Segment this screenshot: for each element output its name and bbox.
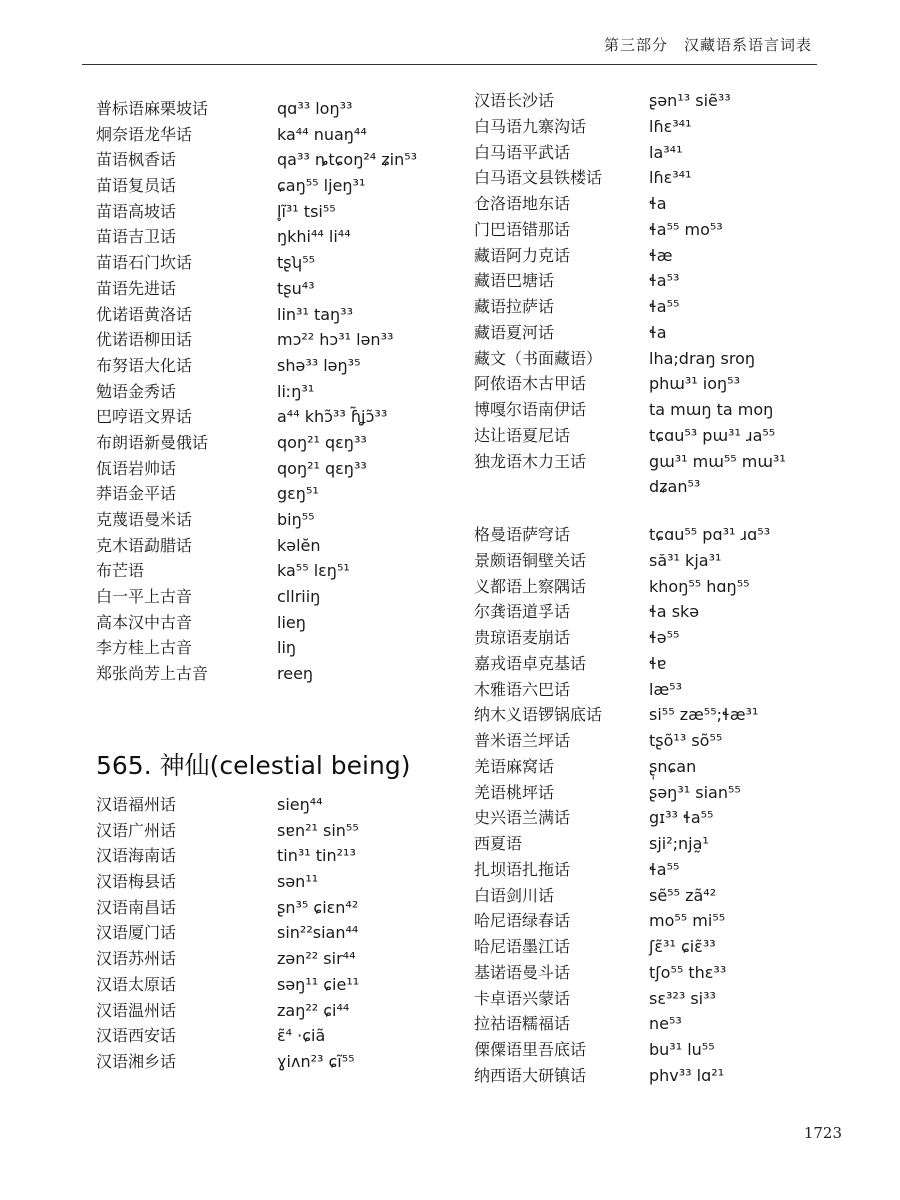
language-name: 纳西语大研镇话 — [474, 1065, 587, 1085]
language-name: 藏语巴塘话 — [474, 271, 555, 291]
word-form: sən¹¹ — [277, 872, 319, 892]
word-form: mo⁵⁵ mi⁵⁵ — [649, 911, 726, 931]
language-name: 独龙语木力王话 — [474, 451, 587, 471]
word-entry — [474, 191, 854, 217]
word-entry — [474, 320, 854, 346]
word-entry — [474, 960, 854, 986]
word-form: si⁵⁵ zæ⁵⁵;ɬæ³¹ — [649, 705, 759, 725]
language-name: 李方桂上古音 — [96, 638, 193, 658]
word-form: lieŋ — [277, 612, 306, 632]
word-form: sɐn²¹ sin⁵⁵ — [277, 820, 359, 840]
language-name: 贵琼语麦崩话 — [474, 628, 571, 647]
language-name: 博嘎尔语南伊话 — [474, 400, 587, 419]
language-name: 汉语太原话 — [96, 974, 177, 994]
language-name: 汉语海南话 — [96, 846, 177, 866]
word-entry — [474, 908, 854, 934]
word-entry — [96, 920, 436, 946]
word-form: ɬa skə — [649, 602, 700, 622]
word-form: să³¹ kja³¹ — [649, 550, 722, 570]
word-form: ɬa⁵³ — [649, 271, 680, 291]
language-name: 勉语金秀话 — [96, 381, 177, 401]
language-name: 白马语平武话 — [474, 142, 571, 162]
word-entry — [474, 934, 854, 960]
language-name: 巴哼语文界话 — [96, 407, 193, 427]
word-entry — [474, 986, 854, 1012]
right-column — [474, 88, 854, 1089]
word-form: kəlĕn — [277, 535, 321, 555]
word-entry — [96, 946, 436, 972]
word-form: sji²;nja̰¹ — [649, 834, 709, 853]
word-entry — [474, 114, 854, 140]
word-form: ɬa — [649, 194, 667, 213]
word-entry — [474, 754, 854, 780]
word-form: ɣiʌn²³ ɕĩ⁵⁵ — [277, 1051, 355, 1071]
language-name: 藏语阿力克话 — [474, 245, 571, 265]
word-form: ŋkhi⁴⁴ li⁴⁴ — [277, 227, 351, 247]
word-entry — [96, 250, 436, 276]
word-entry — [96, 792, 436, 818]
word-form: ʂn³⁵ ɕiɛn⁴² — [277, 897, 359, 917]
language-name: 汉语南昌话 — [96, 897, 177, 917]
word-entry — [96, 1023, 436, 1049]
header-rule — [82, 64, 817, 65]
word-entry — [474, 677, 854, 703]
group-spacer — [474, 500, 854, 522]
word-entry — [474, 574, 854, 600]
word-entry — [474, 243, 854, 269]
word-entry — [474, 728, 854, 754]
word-entry — [474, 625, 854, 651]
word-entry — [96, 533, 436, 559]
word-form: tʂu⁴³ — [277, 278, 315, 298]
language-name: 门巴语错那话 — [474, 219, 571, 239]
word-form: tʂõ¹³ sõ⁵⁵ — [649, 731, 723, 750]
word-form: reeŋ — [277, 664, 314, 684]
word-form: shə³³ ləŋ³⁵ — [277, 355, 361, 375]
word-form: gɛŋ⁵¹ — [277, 484, 319, 504]
word-form: ɬɐ — [649, 653, 667, 673]
word-form: bu³¹ lu⁵⁵ — [649, 1040, 715, 1059]
language-name: 羌语麻窝话 — [474, 756, 555, 776]
word-form: a⁴⁴ khɔ̃³³ ɦ̃ʝɔ̃³³ — [277, 407, 388, 427]
word-entry — [96, 661, 436, 687]
language-name: 羌语桃坪话 — [474, 782, 555, 802]
word-entry — [474, 140, 854, 166]
language-name: 普米语兰坪话 — [474, 731, 571, 750]
word-form: sin²²sian⁴⁴ — [277, 923, 359, 943]
language-name: 基诺语曼斗话 — [474, 962, 571, 982]
word-entry — [96, 353, 436, 379]
language-name: 纳木义语锣锅底话 — [474, 705, 603, 725]
left-column-top — [96, 96, 436, 687]
language-name: 苗语高坡话 — [96, 201, 177, 221]
word-form: ɬa — [649, 322, 667, 342]
language-name: 苗语复员话 — [96, 176, 177, 196]
language-name: 炯奈语龙华话 — [96, 124, 193, 144]
word-form: ka⁵⁵ lɛŋ⁵¹ — [277, 561, 350, 581]
word-form: ka⁴⁴ nuaŋ⁴⁴ — [277, 124, 367, 144]
language-name: 义都语上察隅话 — [474, 576, 587, 596]
language-name: 布芒语 — [96, 561, 145, 581]
word-entry — [96, 96, 436, 122]
language-name: 景颇语铜壁关话 — [474, 550, 587, 570]
word-form: phɯ³¹ ioŋ⁵³ — [649, 374, 740, 394]
word-form: ɬə⁵⁵ — [649, 628, 680, 647]
language-name: 哈尼语墨江话 — [474, 937, 571, 956]
word-entry — [474, 780, 854, 806]
language-name: 卡卓语兴蒙话 — [474, 988, 571, 1008]
word-form: qoŋ²¹ qɛŋ³³ — [277, 458, 367, 478]
running-header: 第三部分 汉藏语系语言词表 — [603, 36, 812, 54]
word-entry — [474, 857, 854, 883]
word-entry — [96, 199, 436, 225]
word-entry — [474, 548, 854, 574]
word-form: ta mɯŋ ta moŋ — [649, 400, 774, 419]
word-entry — [474, 522, 854, 548]
word-form: ɬa⁵⁵ mo⁵³ — [649, 219, 723, 239]
word-form: sɛ³²³ si³³ — [649, 988, 716, 1008]
language-name: 藏语夏河话 — [474, 322, 555, 342]
word-entry — [96, 895, 436, 921]
language-name: 尔龚语道孚话 — [474, 602, 571, 622]
language-name: 苗语石门坎话 — [96, 253, 193, 273]
left-column-bottom — [96, 792, 436, 1075]
word-entry — [474, 805, 854, 831]
word-entry — [96, 327, 436, 353]
word-form: səŋ¹¹ ɕie¹¹ — [277, 974, 360, 994]
word-form: ɕaŋ⁵⁵ ljeŋ³¹ — [277, 176, 366, 196]
word-entry — [96, 481, 436, 507]
word-form: sẽ⁵⁵ zã⁴² — [649, 885, 717, 905]
word-entry — [96, 379, 436, 405]
language-name: 白一平上古音 — [96, 587, 193, 607]
word-form: khoŋ⁵⁵ hɑŋ⁵⁵ — [649, 576, 750, 596]
language-name: 汉语苏州话 — [96, 949, 177, 969]
word-form: ɛ̃⁴ ·ɕiã — [277, 1026, 326, 1046]
word-form: ɬa⁵⁵ — [649, 297, 680, 316]
word-form: lɦɛ³⁴¹ — [649, 168, 692, 188]
language-name: 哈尼语绿春话 — [474, 911, 571, 931]
language-name: 苗语吉卫话 — [96, 227, 177, 247]
word-entry — [474, 1063, 854, 1089]
language-name: 优诺语柳田话 — [96, 330, 193, 350]
language-name: 白马语九寨沟话 — [474, 116, 587, 136]
word-form: cllriiŋ — [277, 587, 321, 607]
language-name: 嘉戎语卓克基话 — [474, 653, 587, 673]
word-entry — [96, 558, 436, 584]
language-name: 克木语勐腊话 — [96, 535, 193, 555]
word-form: lɦɛ³⁴¹ — [649, 116, 692, 136]
word-form: tɕɑu⁵³ pɯ³¹ ɹa⁵⁵ — [649, 425, 776, 445]
word-entry — [474, 165, 854, 191]
language-name: 仓洛语地东话 — [474, 194, 571, 213]
language-name: 拉祜语糯福话 — [474, 1014, 571, 1034]
word-entry — [96, 610, 436, 636]
language-name: 汉语广州话 — [96, 820, 177, 840]
word-form: lin³¹ taŋ³³ — [277, 304, 353, 324]
language-name: 格曼语萨穹话 — [474, 525, 571, 544]
language-name: 苗语先进话 — [96, 278, 177, 298]
page-number: 1723 — [803, 1124, 842, 1142]
word-entry — [96, 456, 436, 482]
word-entry — [96, 972, 436, 998]
word-form: l̥ĩ³¹ tsi⁵⁵ — [277, 201, 336, 221]
word-entry — [474, 702, 854, 728]
language-name: 布努语大化话 — [96, 355, 193, 375]
word-entry — [96, 147, 436, 173]
word-form: ne⁵³ — [649, 1014, 682, 1034]
word-entry — [96, 173, 436, 199]
word-form: zən²² sir⁴⁴ — [277, 949, 356, 969]
word-form: ʃɛ̃³¹ ɕiɛ̃³³ — [649, 937, 716, 956]
language-name: 扎坝语扎拖话 — [474, 859, 571, 879]
language-name: 布朗语新曼俄话 — [96, 432, 209, 452]
word-form: ʂən¹³ siẽ³³ — [649, 91, 731, 110]
word-entry — [474, 88, 854, 114]
word-entry — [96, 869, 436, 895]
word-entry — [474, 346, 854, 372]
language-name: 郑张尚芳上古音 — [96, 664, 209, 684]
language-name: 傈僳语里吾底话 — [474, 1040, 587, 1059]
word-form: ʂ̩nɕan — [649, 756, 697, 776]
entry-continuation — [474, 474, 854, 500]
word-entry — [474, 423, 854, 449]
word-form: qɑ³³ loŋ³³ — [277, 99, 353, 118]
word-entry — [474, 1011, 854, 1037]
language-name: 普标语麻栗坡话 — [96, 99, 209, 118]
word-entry — [96, 635, 436, 661]
language-name: 西夏语 — [474, 834, 523, 853]
word-form: la³⁴¹ — [649, 142, 683, 162]
word-form: liŋ — [277, 638, 297, 658]
word-entry — [96, 843, 436, 869]
language-name: 汉语西安话 — [96, 1026, 177, 1046]
word-form: ɬa⁵⁵ — [649, 859, 680, 879]
word-form: ɬæ — [649, 245, 673, 265]
word-entry — [474, 651, 854, 677]
language-name: 藏语拉萨话 — [474, 297, 555, 316]
word-form: biŋ⁵⁵ — [277, 510, 315, 529]
word-form: lha;draŋ sroŋ — [649, 348, 756, 368]
language-name: 克蔑语曼米话 — [96, 510, 193, 529]
word-form: gɯ³¹ mɯ⁵⁵ mɯ³¹ — [649, 451, 786, 471]
language-name: 汉语湘乡话 — [96, 1051, 177, 1071]
word-form: phv³³ lɑ²¹ — [649, 1065, 725, 1085]
language-name: 佤语岩帅话 — [96, 458, 177, 478]
word-form: liːŋ³¹ — [277, 381, 315, 401]
word-entry — [474, 217, 854, 243]
language-name: 莽语金平话 — [96, 484, 177, 504]
word-entry — [474, 1037, 854, 1063]
word-form: gɪ³³ ɬa⁵⁵ — [649, 808, 714, 828]
word-entry — [96, 276, 436, 302]
word-form-continuation: dʑan⁵³ — [649, 477, 701, 497]
language-name: 藏文（书面藏语） — [474, 348, 603, 368]
word-entry — [96, 122, 436, 148]
word-entry — [474, 449, 854, 475]
word-entry — [96, 818, 436, 844]
language-name: 高本汉中古音 — [96, 612, 193, 632]
word-form: tʂʮ⁵⁵ — [277, 253, 316, 273]
word-form: tʃo⁵⁵ thɛ³³ — [649, 962, 727, 982]
language-name: 汉语福州话 — [96, 795, 177, 814]
language-name: 汉语长沙话 — [474, 91, 555, 110]
word-entry — [96, 224, 436, 250]
word-entry — [96, 998, 436, 1024]
word-form: tɕɑu⁵⁵ pɑ³¹ ɹɑ⁵³ — [649, 525, 771, 544]
word-entry — [474, 883, 854, 909]
language-name: 汉语温州话 — [96, 1000, 177, 1020]
word-entry — [96, 584, 436, 610]
word-entry — [96, 302, 436, 328]
word-form: tin³¹ tin²¹³ — [277, 846, 356, 866]
word-entry — [474, 294, 854, 320]
word-form: ʂəŋ³¹ sian⁵⁵ — [649, 782, 741, 802]
language-name: 白语剑川话 — [474, 885, 555, 905]
word-form: qa³³ ȵtɕoŋ²⁴ ʑin⁵³ — [277, 150, 418, 170]
language-name: 达让语夏尼话 — [474, 425, 571, 445]
language-name: 汉语梅县话 — [96, 872, 177, 892]
language-name: 木雅语六巴话 — [474, 679, 571, 699]
word-entry — [96, 507, 436, 533]
language-name: 史兴语兰满话 — [474, 808, 571, 828]
word-entry — [474, 599, 854, 625]
word-form: zaŋ²² ɕi⁴⁴ — [277, 1000, 350, 1020]
language-name: 阿侬语木古甲话 — [474, 374, 587, 394]
word-entry — [96, 404, 436, 430]
word-form: mɔ²² hɔ³¹ lən³³ — [277, 330, 394, 350]
word-entry — [96, 430, 436, 456]
language-name: 白马语文县铁楼话 — [474, 168, 603, 188]
word-entry — [474, 268, 854, 294]
word-form: sieŋ⁴⁴ — [277, 795, 323, 814]
language-name: 优诺语黄洛话 — [96, 304, 193, 324]
section-heading: 565. 神仙(celestial being) — [96, 751, 411, 780]
language-name: 汉语厦门话 — [96, 923, 177, 943]
word-entry — [96, 1049, 436, 1075]
word-entry — [474, 831, 854, 857]
word-entry — [474, 371, 854, 397]
language-name: 苗语枫香话 — [96, 150, 177, 170]
word-form: qoŋ²¹ qɛŋ³³ — [277, 432, 367, 452]
word-entry — [474, 397, 854, 423]
word-form: læ⁵³ — [649, 679, 682, 699]
